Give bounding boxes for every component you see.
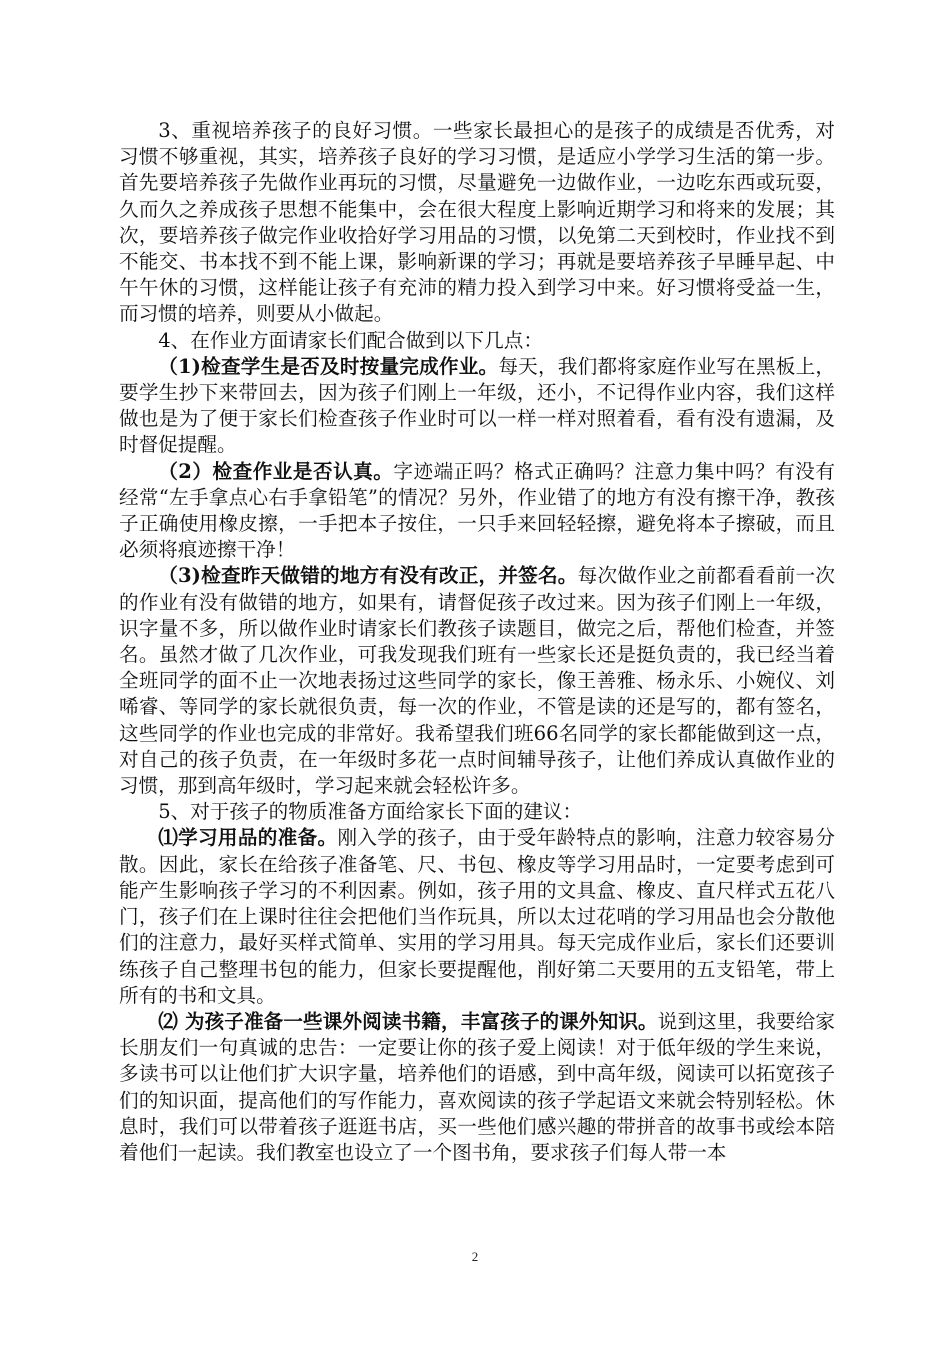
paragraph-body: 字迹端正吗？格式正确吗？注意力集中吗？有没有经常“左手拿点心右手拿铅笔”的情况？另外，作业错了的地方有没有擦干净，教孩子正确使用橡皮擦，一手把本子按住，一只手来回轻轻擦，避免将本子擦破，而且必须将痕迹擦干净！: [119, 459, 836, 562]
paragraph-homework-1: [119, 354, 835, 459]
paragraph-lead: ⑴学习用品的准备。: [158, 826, 338, 850]
paragraph-body: 5、对于孩子的物质准备方面给家长下面的建议：: [158, 800, 583, 824]
paragraph-body: 3、重视培养孩子的良好习惯。一些家长最担心的是孩子的成绩是否优秀，对习惯不够重视，其实，培养孩子良好的学习习惯，是适应小学学习生活的第一步。首先要培养孩子先做作业再玩的习惯，尽量避免一边做作业，一边吃东西或玩耍，久而久之养成孩子思想不能集中，会在很大程度上影响近期学习和将来的发展；其次，要培养孩子做完作业收拾好学习用品的习惯，以免第二天到校时，作业找不到不能交、书本找不到不能上课，影响新课的学习；再就是要培养孩子早睡早起、中午午休的习惯，这样能让孩子有充沛的精力投入到学习中来。好习惯将受益一生，而习惯的培养，则要从小做起。: [119, 119, 835, 326]
paragraph-body: 刚入学的孩子，由于受年龄特点的影响，注意力较容易分散。因此，家长在给孩子准备笔、尺、书包、橡皮等学习用品时，一定要考虑到可能产生影响孩子学习的不利因素。例如，孩子用的文具盒、橡皮、直尺样式五花八门，孩子们在上课时往往会把他们当作玩具，所以太过花哨的学习用品也会分散他们的注意力，最好买样式简单、实用的学习用具。每天完成作业后，家长们还要训练孩子自己整理书包的能力，但家长要提醒他，削好第二天要用的五支铅笔，带上所有的书和文具。: [119, 826, 836, 1007]
paragraph-homework-2: [119, 459, 835, 564]
paragraph-supplies-1: [119, 825, 835, 1008]
paragraph-supplies-2: [119, 1009, 835, 1166]
paragraph-supplies-heading: [119, 799, 835, 825]
page-number: 2: [471, 1249, 479, 1264]
paragraph-homework-heading: [119, 328, 835, 354]
paragraph-homework-3: [119, 563, 835, 799]
paragraph-body: 说到这里，我要给家长朋友们一句真诚的忠告：一定要让你的孩子爱上阅读！对于低年级的学生来说，多读书可以让他们扩大识字量，培养他们的语感，到中高年级，阅读可以拓宽孩子们的知识面，提高他们的写作能力，喜欢阅读的孩子学起语文来就会特别轻松。休息时，我们可以带着孩子逛逛书店，买一些他们感兴趣的带拼音的故事书或绘本陪着他们一起读。我们教室也设立了一个图书角，要求孩子们每人带一本: [119, 1009, 836, 1164]
paragraph-body: 每次做作业之前都看看前一次的作业有没有做错的地方，如果有，请督促孩子改过来。因为孩子们刚上一年级，识字量不多，所以做作业时请家长们教孩子读题目，做完之后，帮他们检查，并签名。虽然才做了几次作业，可我发现我们班有一些家长还是挺负责的，我已经当着全班同学的面不止一次地表扬过这些同学的家长，像王善雅、杨永乐、小婉仪、刘唏睿、等同学的家长就很负责，每一次的作业，不管是读的还是写的，都有签名，这些同学的作业也完成的非常好。我希望我们班66名同学的家长都能做到这一点，对自己的孩子负责，在一年级时多花一点时间辅导孩子，让他们养成认真做作业的习惯，那到高年级时，学习起来就会轻松许多。: [119, 564, 836, 798]
paragraph-body: 4、在作业方面请家长们配合做到以下几点：: [158, 328, 543, 352]
paragraph-lead: （2）检查作业是否认真。: [158, 459, 394, 483]
paragraph-lead: ⑵ 为孩子准备一些课外阅读书籍，丰富孩子的课外知识。: [158, 1009, 658, 1033]
paragraph-lead: （3)检查昨天做错的地方有没有改正，并签名。: [158, 564, 578, 588]
paragraph-lead: （1)检查学生是否及时按量完成作业。: [158, 354, 499, 378]
body-text: [119, 118, 835, 1166]
paragraph-habits: [119, 118, 835, 328]
paragraph-body: 每天，我们都将家庭作业写在黑板上，要学生抄下来带回去，因为孩子们刚上一年级，还小，不记得作业内容，我们这样做也是为了便于家长们检查孩子作业时可以一样一样对照着看，看有没有遗漏，及时督促提醒。: [119, 354, 835, 457]
